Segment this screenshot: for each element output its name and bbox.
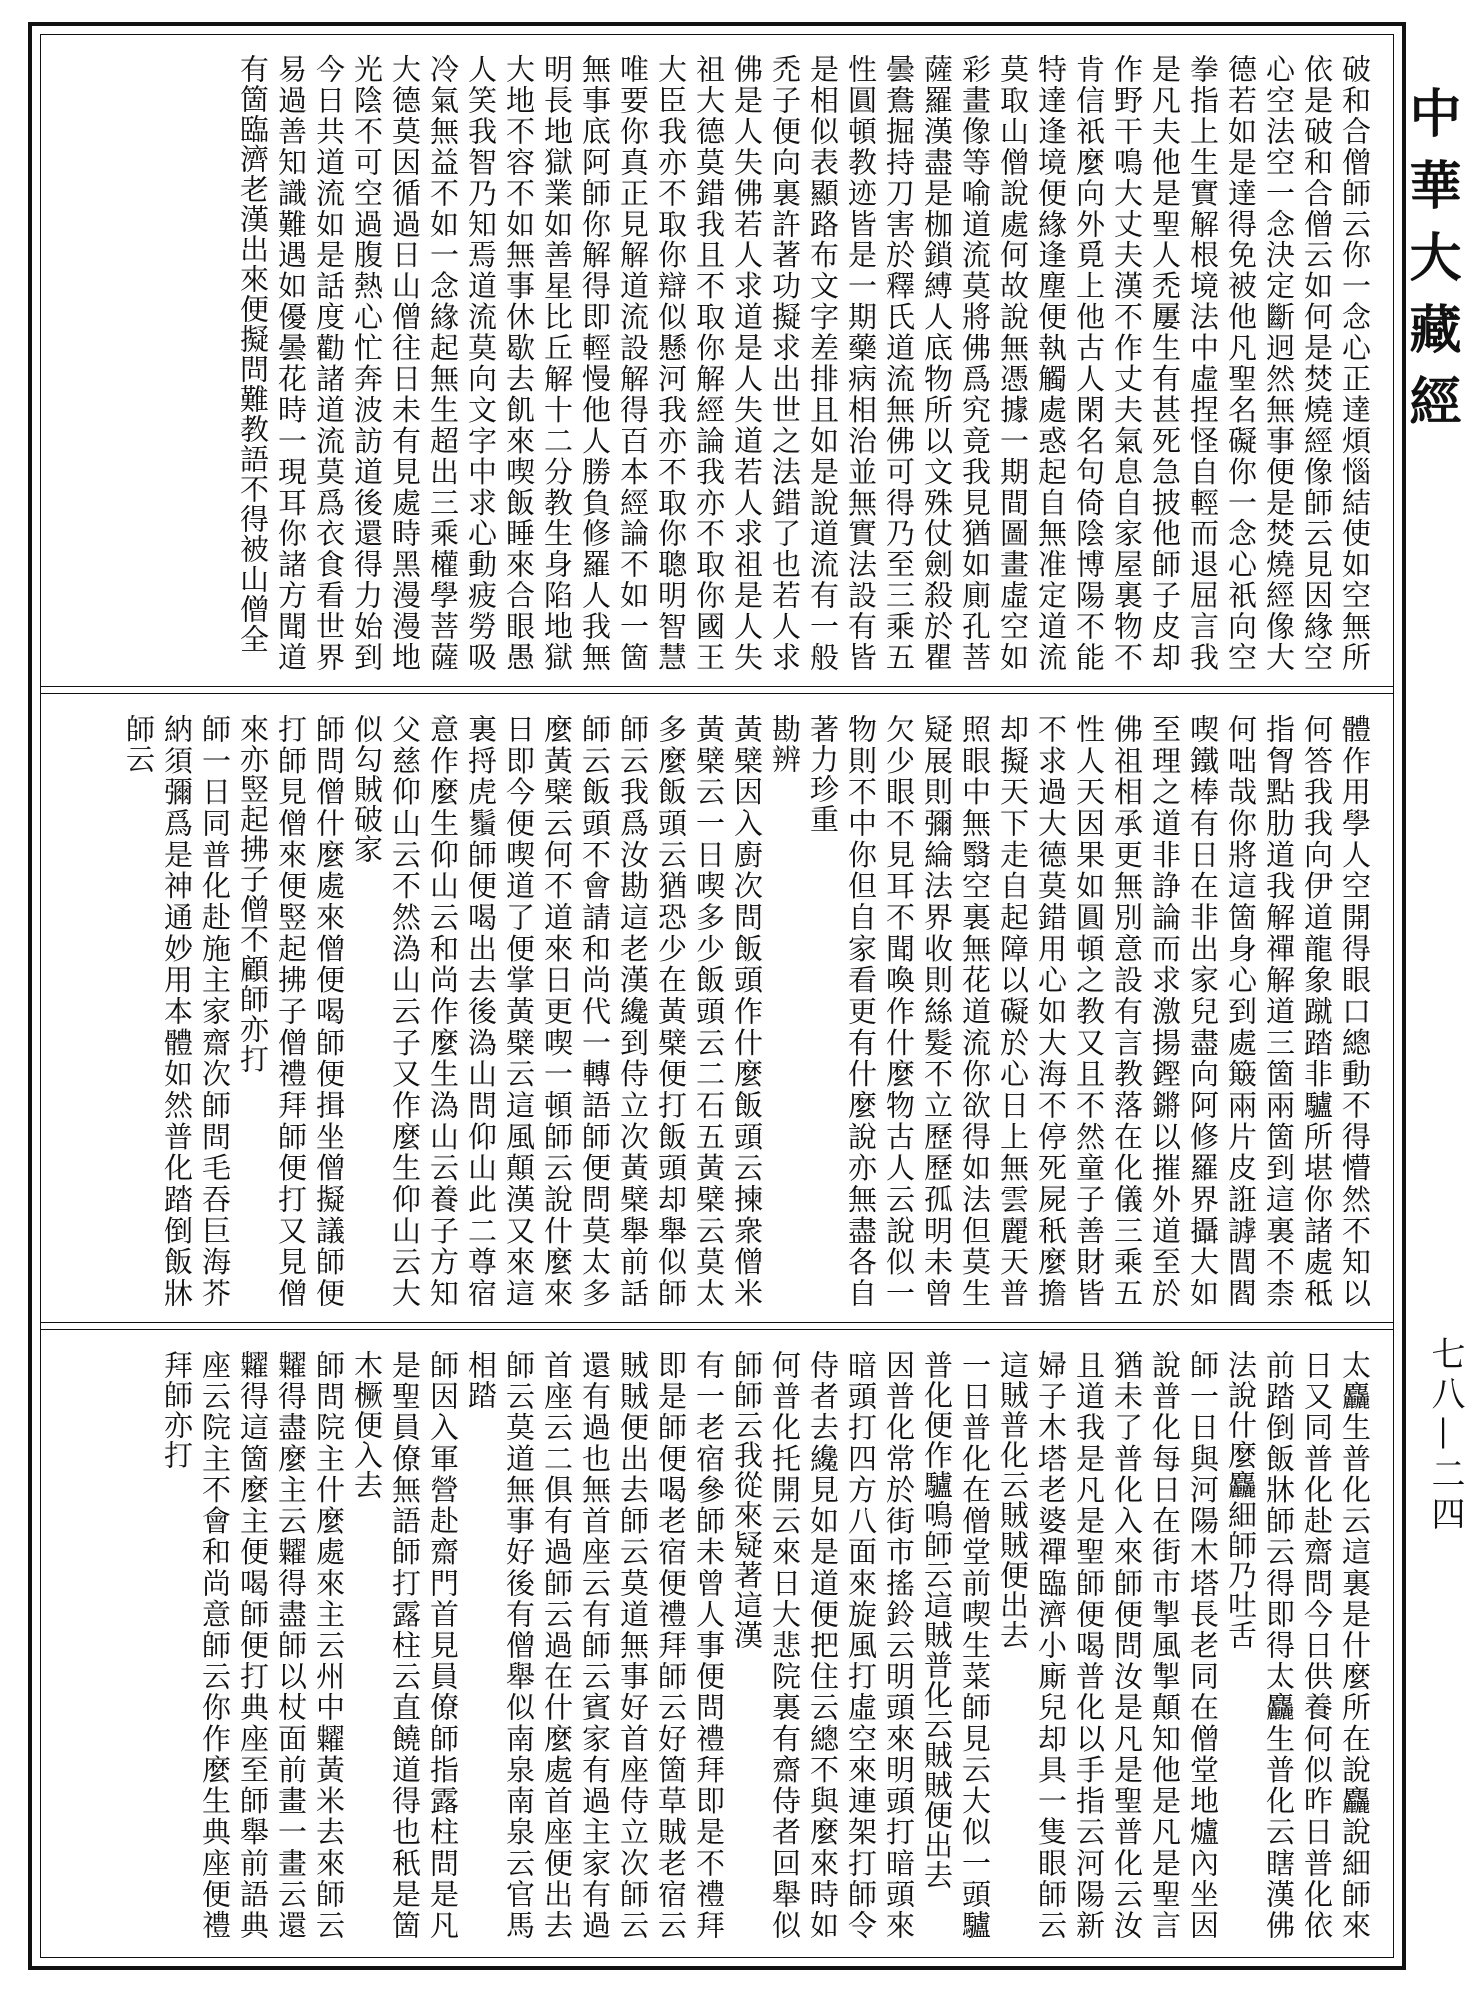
panel-divider-1 [40,686,1394,694]
panel-middle [40,694,1394,1322]
panel-top-text: 破和合僧師云你一念心正達煩惱結使如空無所依是破和合僧云如何是焚燒經像師云見因緣空心空法空一念決定斷迥然無事便是焚燒經像大德若如是達得免被他凡聖名礙你一念心祇向空拳指上生實解根境法中虛捏怪自輕而退屈言我是凡夫他是聖人禿屢生有甚死急披他師子皮却作野干鳴大丈夫漢不作丈夫氣息自家屋裏物不肯信祇麼向外覓上他古人閑名句倚陰博陽不能特達逢境便緣逢塵便執觸處惑起自無准定道流莫取山僧說處何故說無憑據一期間圖畫虛空如彩畫像等喻道流莫將佛爲究竟我見猶如廁孔菩薩羅漢盡是枷鎖縛人底物所以文殊仗劍殺於瞿曇鴦掘持刀害於釋氏道流無佛可得乃至三乘五性圓頓教迹皆是一期藥病相治並無實法設有皆是相似表顯路布文字差排且如是說道流有一般禿子便向裏許著功擬求出世之法錯了也若人求佛是人失佛若人求道是人失道若人求祖是人失祖大德莫錯我且不取你解經論我亦不取你國王大臣我亦不取你辯似懸河我亦不取你聰明智慧唯要你真正見解道流設解得百本經論不如一箇無事底阿師你解得即輕慢他人勝負修羅人我無明長地獄業如善星比丘解十二分教生身陷地獄大地不容不如無事休歇去飢來喫飯睡來合眼愚人笑我智乃知焉道流莫向文字中求心動疲勞吸冷氣無益不如一念緣起無生超出三乘權學菩薩大德莫因循過日山僧往日未有見處時黑漫漫地光陰不可空過腹熱心忙奔波訪道後還得力始到今日共道流如是話度勸諸道流莫爲衣食看世界易過善知識難遇如優曇花時一現耳你諸方聞道有箇臨濟老漢出來便擬問難教語不得被山僧全 [236,54,1372,672]
page-number: 七八—二四 [1425,1336,1465,1536]
collection-title: 中華大藏經 [1400,86,1461,446]
panel-divider-2 [40,1322,1394,1330]
panel-middle-text: 體作用學人空開得眼口總動不得懵然不知以何答我我向伊道龍象蹴踏非驢所堪你諸處秪指胷點肋道我解禪解道三箇兩箇到這裏不柰何咄哉你將這箇身心到處簸兩片皮誑謼閭閻喫鐵棒有日在非出家兒盡向阿修羅界攝大如至理之道非諍論而求激揚鏗鏘以摧外道至於佛祖相承更無別意設有言教落在化儀三乘五性人天因果如圓頓之教又且不然童子善財皆不求過大德莫錯用心如大海不停死屍秖麼擔却擬天下走自起障以礙於心日上無雲麗天普照眼中無翳空裏無花道流你欲得如法但莫生疑展則彌綸法界收則絲髮不立歷歷孤明未曾欠少眼不見耳不聞喚作什麼物古人云說似一物則不中你但自家看更有什麼說亦無盡各自著力珍重 勘辨 黃檗因入廚次問飯頭作什麼飯頭云揀衆僧米黃檗云一日喫多少飯頭云二石五黃檗云莫太多麼飯頭云猶恐少在黃檗便打飯頭却舉似師師云我爲汝勘這老漢纔到侍立次黃檗舉前話師云飯頭不會請和尚代一轉語師便問莫太多麼黃檗云何不道來日更喫一頓師云說什麼來日即今便喫道了便掌黃檗云這風顛漢又來這裏捋虎鬚師便喝出去後溈山問仰山此二尊宿意作麼生仰山云和尚作麼生溈山云養子方知父慈仰山云不然溈山云子又作麼生仰山云大似勾賊破家 師問僧什麼處來僧便喝師便揖坐僧擬議師便打師見僧來便竪起拂子僧禮拜師便打又見僧來亦竪起拂子僧不顧師亦打 師一日同普化赴施主家齋次師問毛吞巨海芥納須彌爲是神通妙用本體如然普化踏倒飯牀師云 [122,714,1372,1308]
panel-bottom-text: 太麤生普化云這裏是什麼所在說麤說細師來日又同普化赴齋問今日供養何似昨日普化依前踏倒飯牀師云得即得太麤生普化云瞎漢佛法說什麼麤細師乃吐舌 師一日與河陽木塔長老同在僧堂地爐內坐因說普化每日在街市掣風掣顛知他是凡是聖言猶未了普化入來師便問汝是凡是聖普化云汝且道我是凡是聖師便喝普化以手指云河陽新婦子木塔老婆禪臨濟小廝兒却具一隻眼師云這賊普化云賊賊便出去 一日普化在僧堂前喫生菜師見云大似一頭驢普化便作驢鳴師云這賊普化云賊賊便出去 因普化常於街市搖鈴云明頭來明頭打暗頭來暗頭打四方八面來旋風打虛空來連架打師令侍者去纔見如是道便把住云總不與麼來時如何普化托開云來日大悲院裏有齋侍者回舉似師師云我從來疑著這漢 有一老宿參師未曾人事便問禮拜即是不禮拜即是師便喝老宿便禮拜師云好箇草賊老宿云賊賊便出去師云莫道無事好首座侍立次師云還有過也無首座云有師云賓家有過主家有過首座云二俱有過師云過在什麼處首座便出去師云莫道無事好後有僧舉似南泉南泉云官馬相踏 師因入軍營赴齋門首見員僚師指露柱問是凡是聖員僚無語師打露柱云直饒道得也秖是箇木橛便入去 師問院主什麼處來主云州中糶黃米去來師云糶得盡麼主云糶得盡師以杖面前畫一畫云還糶得這箇麼主便喝師便打典座至師舉前語典座云院主不會和尚意師云你作麼生典座便禮拜師亦打 [160,1350,1372,1940]
panel-top [40,34,1394,686]
panel-bottom [40,1330,1394,1954]
page-frame [28,22,1406,1970]
